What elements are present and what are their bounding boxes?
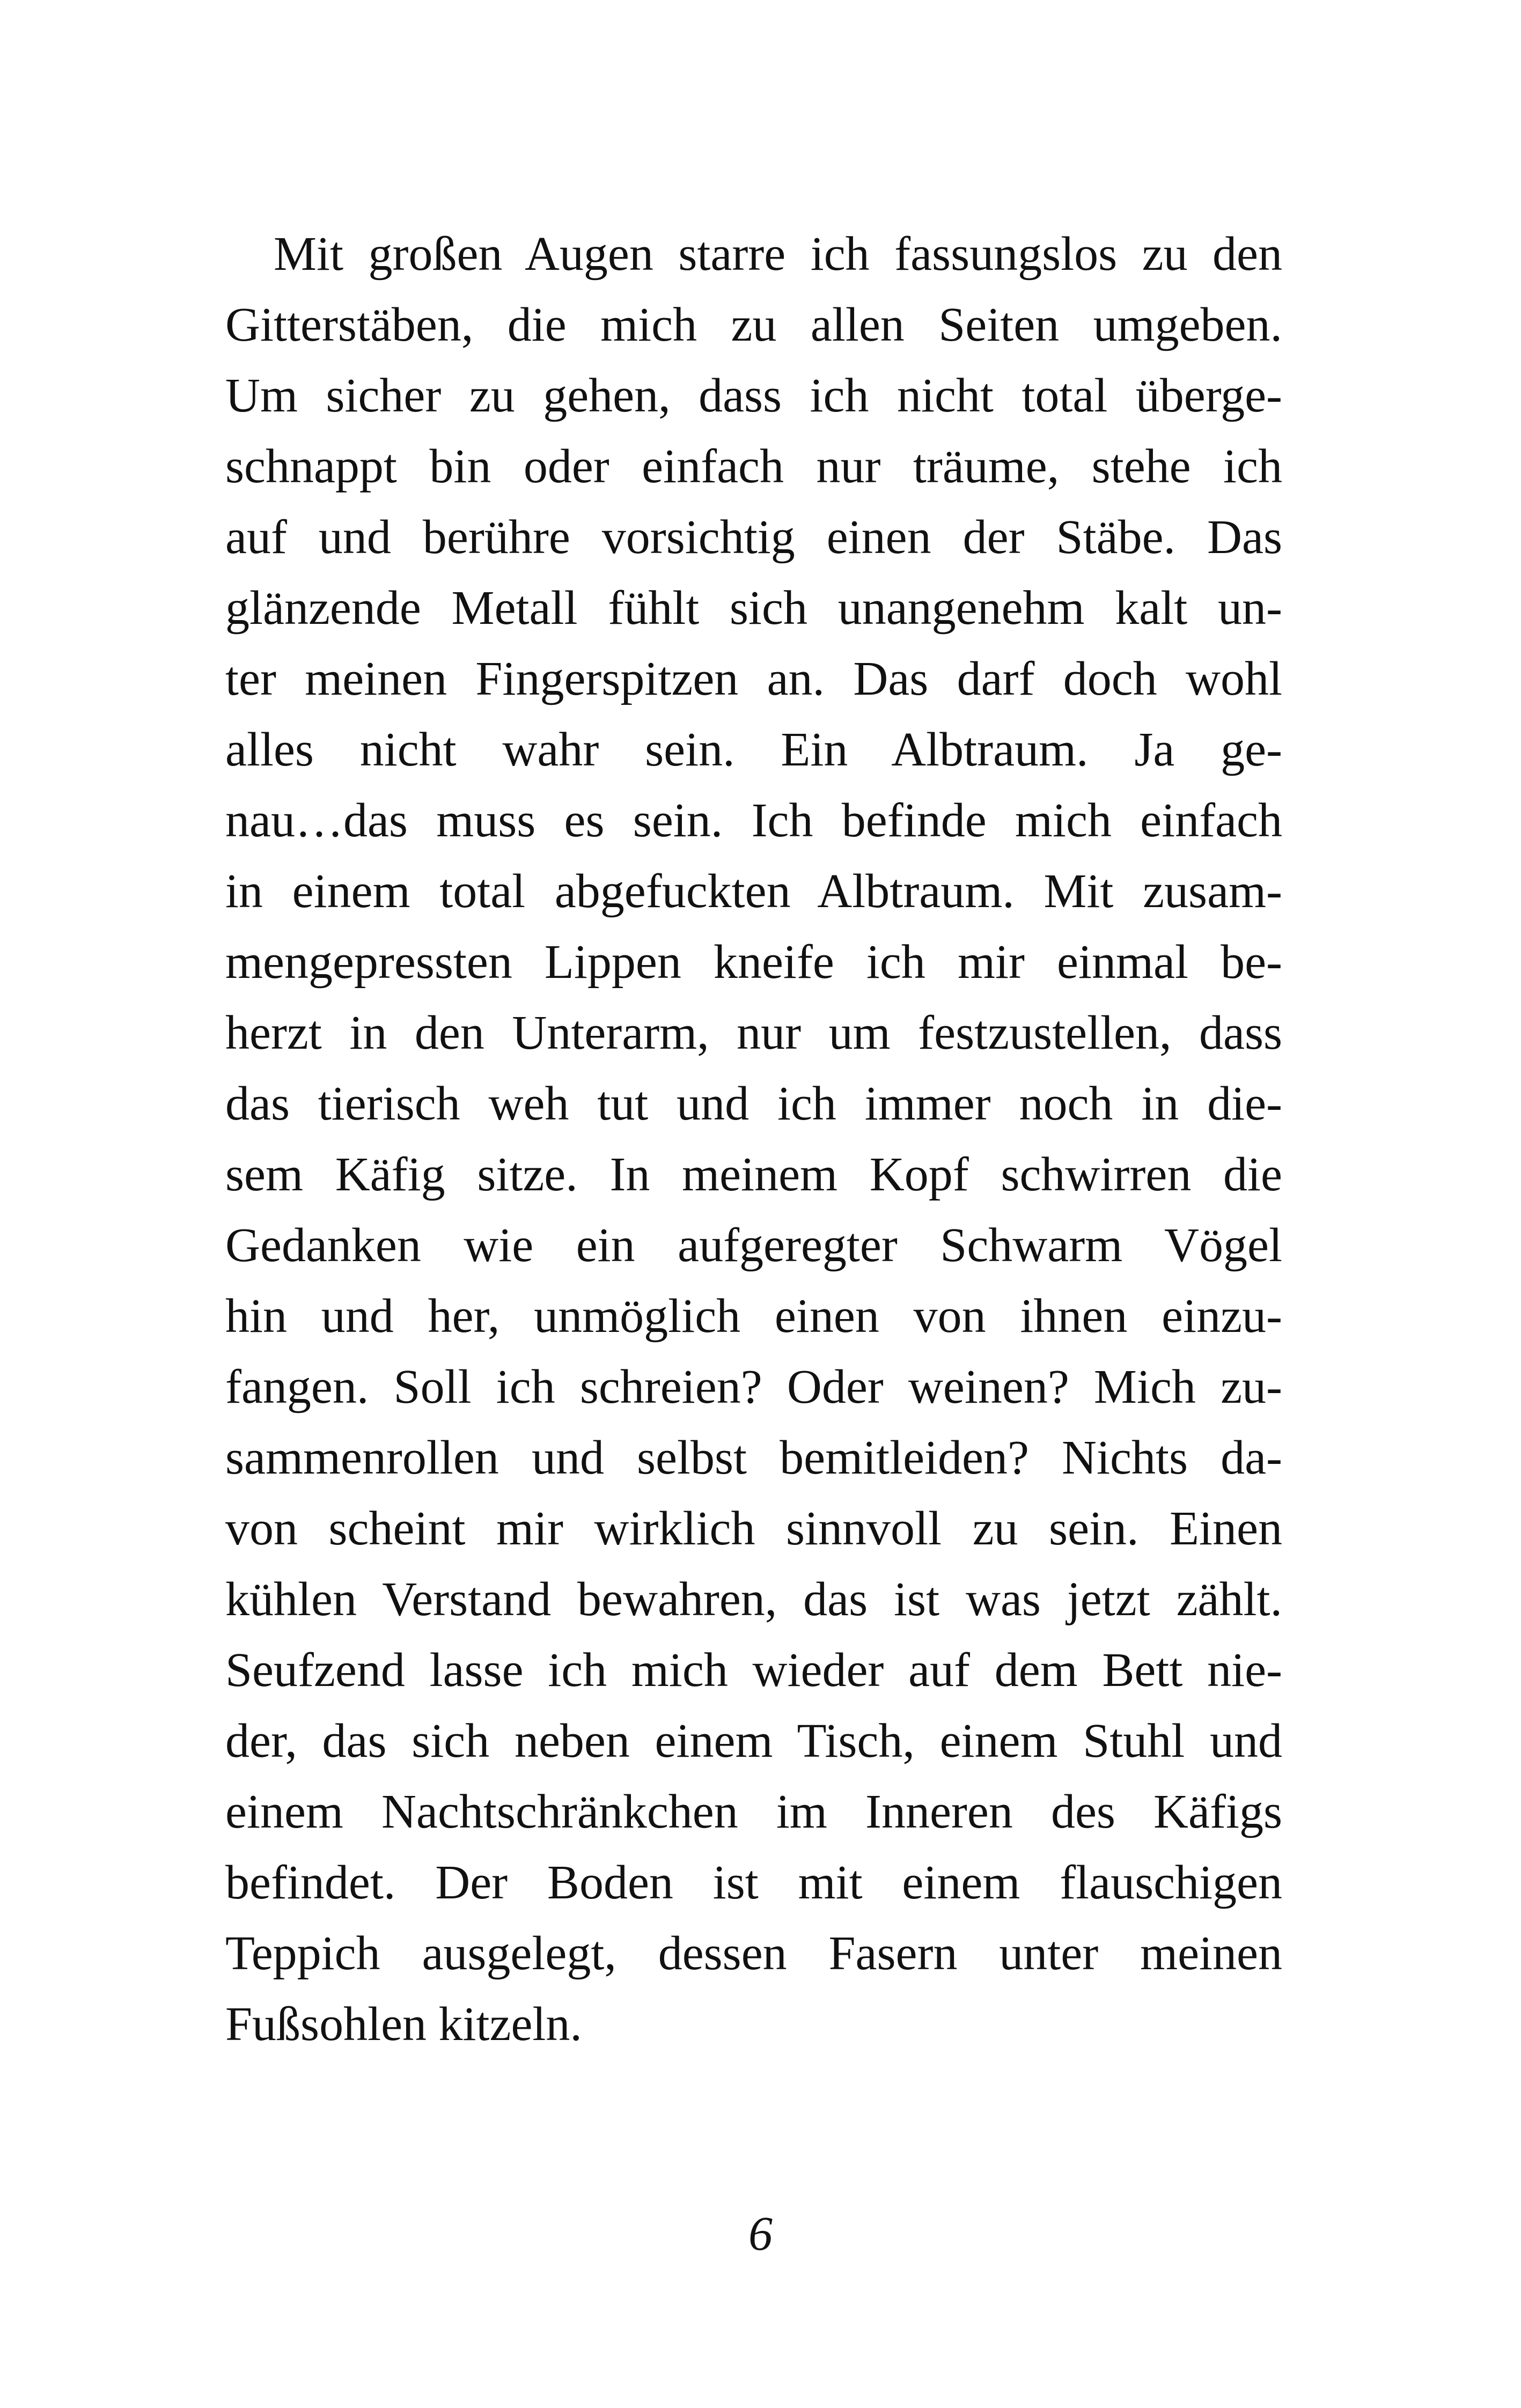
text-line: schnappt bin oder einfach nur träume, stehe ich (225, 440, 1282, 493)
text-line: einem Nachtschränkchen im Inneren des Käfigs (225, 1785, 1282, 1838)
text-line: Mit großen Augen starre ich fassungslos zu den (274, 227, 1282, 281)
text-line: Um sicher zu gehen, dass ich nicht total überge- (225, 369, 1282, 422)
text-line: nau…das muss es sein. Ich befinde mich einfach (225, 794, 1282, 847)
text-line: Gitterstäben, die mich zu allen Seiten umgeben. (225, 298, 1282, 351)
text-line: herzt in den Unterarm, nur um festzustellen, dass (225, 1006, 1282, 1059)
text-line: kühlen Verstand bewahren, das ist was jetzt zählt. (225, 1573, 1282, 1626)
text-line: Fußsohlen kitzeln. (225, 1998, 582, 2051)
text-line: von scheint mir wirklich sinnvoll zu sein. Einen (225, 1502, 1282, 1555)
text-line: befindet. Der Boden ist mit einem flauschigen (225, 1856, 1282, 1909)
text-line: ter meinen Fingerspitzen an. Das darf doch wohl (225, 652, 1282, 705)
text-line: sem Käfig sitze. In meinem Kopf schwirren die (225, 1148, 1282, 1201)
text-line: mengepressten Lippen kneife ich mir einmal be- (225, 936, 1282, 989)
text-line: Teppich ausgelegt, dessen Fasern unter meinen (225, 1927, 1282, 1980)
text-line: hin und her, unmöglich einen von ihnen einzu- (225, 1290, 1282, 1343)
text-line: glänzende Metall fühlt sich unangenehm kalt un- (225, 581, 1282, 635)
text-line: auf und berühre vorsichtig einen der Stäbe. Das (225, 511, 1282, 564)
text-line: Gedanken wie ein aufgeregter Schwarm Vögel (225, 1219, 1282, 1272)
text-line: fangen. Soll ich schreien? Oder weinen? Mich zu- (225, 1360, 1282, 1413)
text-line: der, das sich neben einem Tisch, einem Stuhl und (225, 1714, 1282, 1768)
text-line: Seufzend lasse ich mich wieder auf dem Bett nie- (225, 1644, 1282, 1697)
text-line: alles nicht wahr sein. Ein Albtraum. Ja ge- (225, 723, 1282, 776)
page-number: 6 (748, 2207, 773, 2260)
text-line: sammenrollen und selbst bemitleiden? Nichts da- (225, 1431, 1282, 1484)
text-line: das tierisch weh tut und ich immer noch in die- (225, 1077, 1282, 1130)
text-line: in einem total abgefuckten Albtraum. Mit zusam- (225, 865, 1282, 918)
body-paragraph (225, 219, 1282, 2060)
